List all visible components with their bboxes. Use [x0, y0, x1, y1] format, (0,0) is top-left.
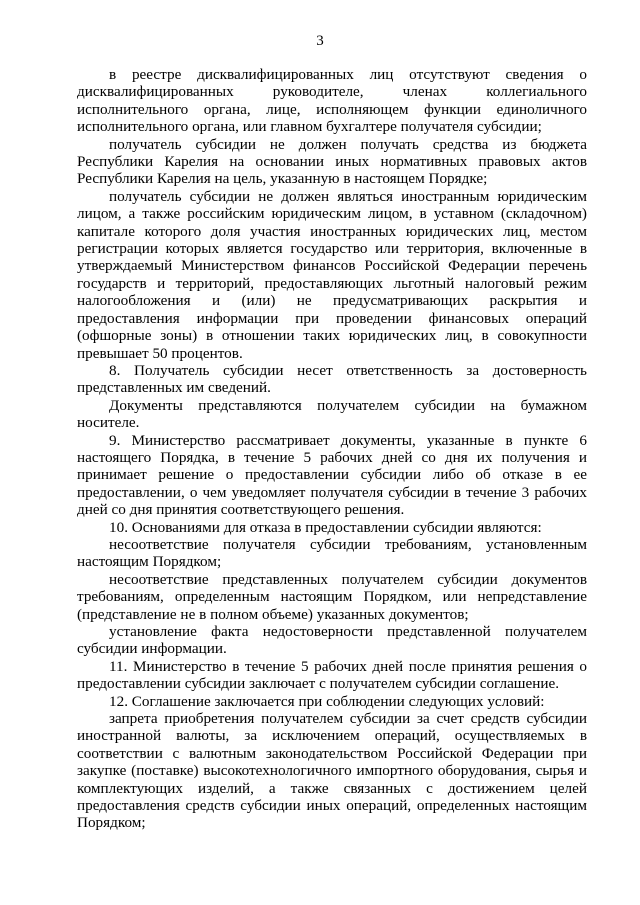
paragraph-refusal-ground-2: несоответствие представленных получателем субсидии документов требованиям, определенным настоящим Порядком, или непредставление (представление не в полном объеме) указанных документов;: [77, 570, 587, 623]
paragraph-clause-11: 11. Министерство в течение 5 рабочих дней после принятия решения о предоставлении субсидии заключает с получателем субсидии соглашение.: [77, 657, 587, 693]
paragraph-paper-documents: Документы представляются получателем субсидии на бумажном носителе.: [77, 396, 587, 432]
paragraph-currency-ban-condition: запрета приобретения получателем субсидии за счет средств субсидии иностранной валюты, за исключением операций, осуществляемых в соответствии с валютным законодательством Российской Федерации при закупке (поставке) высокотехнологичного импортного оборудования, сырья и комплектующих изделий, а также связанных с достижением целей предоставления средств субсидии иных операций, определенных настоящим Порядком;: [77, 710, 587, 832]
paragraph-refusal-ground-3: установление факта недостоверности представленной получателем субсидии информации.: [77, 623, 587, 658]
page-number: 3: [316, 33, 324, 49]
paragraph-clause-10: 10. Основаниями для отказа в предоставлении субсидии являются:: [109, 518, 542, 536]
paragraph-not-foreign-entity: получатель субсидии не должен являться иностранным юридическим лицом, а также российским юридическим лицом, в уставном (складочном) капитале которого доля участия иностранных юридических лиц, местом регистрации которых является государство или территория, включенные в утверждаемый Министерством финансов Российской Федерации перечень государств и территорий, предоставляющих льготный налоговый режим налогообложения и (или) не предусматривающих раскрытия и предоставления информации при проведении финансовых операций (офшорные зоны) в отношении таких юридических лиц, в совокупности превышает 50 процентов.: [77, 187, 587, 362]
paragraph-clause-9: 9. Министерство рассматривает документы, указанные в пункте 6 настоящего Порядка, в течение 5 рабочих дней со дня их получения и принимает решение о предоставлении субсидии либо об отказе в ее предоставлении, о чем уведомляет получателя субсидии в течение 3 рабочих дней со дня принятия соответствующего решения.: [77, 431, 587, 519]
paragraph-refusal-ground-1: несоответствие получателя субсидии требованиям, установленным настоящим Порядком;: [77, 535, 587, 571]
paragraph-clause-12: 12. Соглашение заключается при соблюдении следующих условий:: [109, 692, 545, 710]
paragraph-disqualified-persons: в реестре дисквалифицированных лиц отсутствуют сведения о дисквалифицированных руководителе, членах коллегиального исполнительного органа, лице, исполняющем функции единоличного исполнительного органа, или главном бухгалтере получателя субсидии;: [77, 66, 587, 136]
paragraph-no-other-budget-funds: получатель субсидии не должен получать средства из бюджета Республики Карелия на основании иных нормативных правовых актов Республики Карелия на цель, указанную в настоящем Порядке;: [77, 135, 587, 188]
document-body: [77, 66, 587, 832]
paragraph-clause-8: 8. Получатель субсидии несет ответственность за достоверность представленных им сведений.: [77, 361, 587, 397]
